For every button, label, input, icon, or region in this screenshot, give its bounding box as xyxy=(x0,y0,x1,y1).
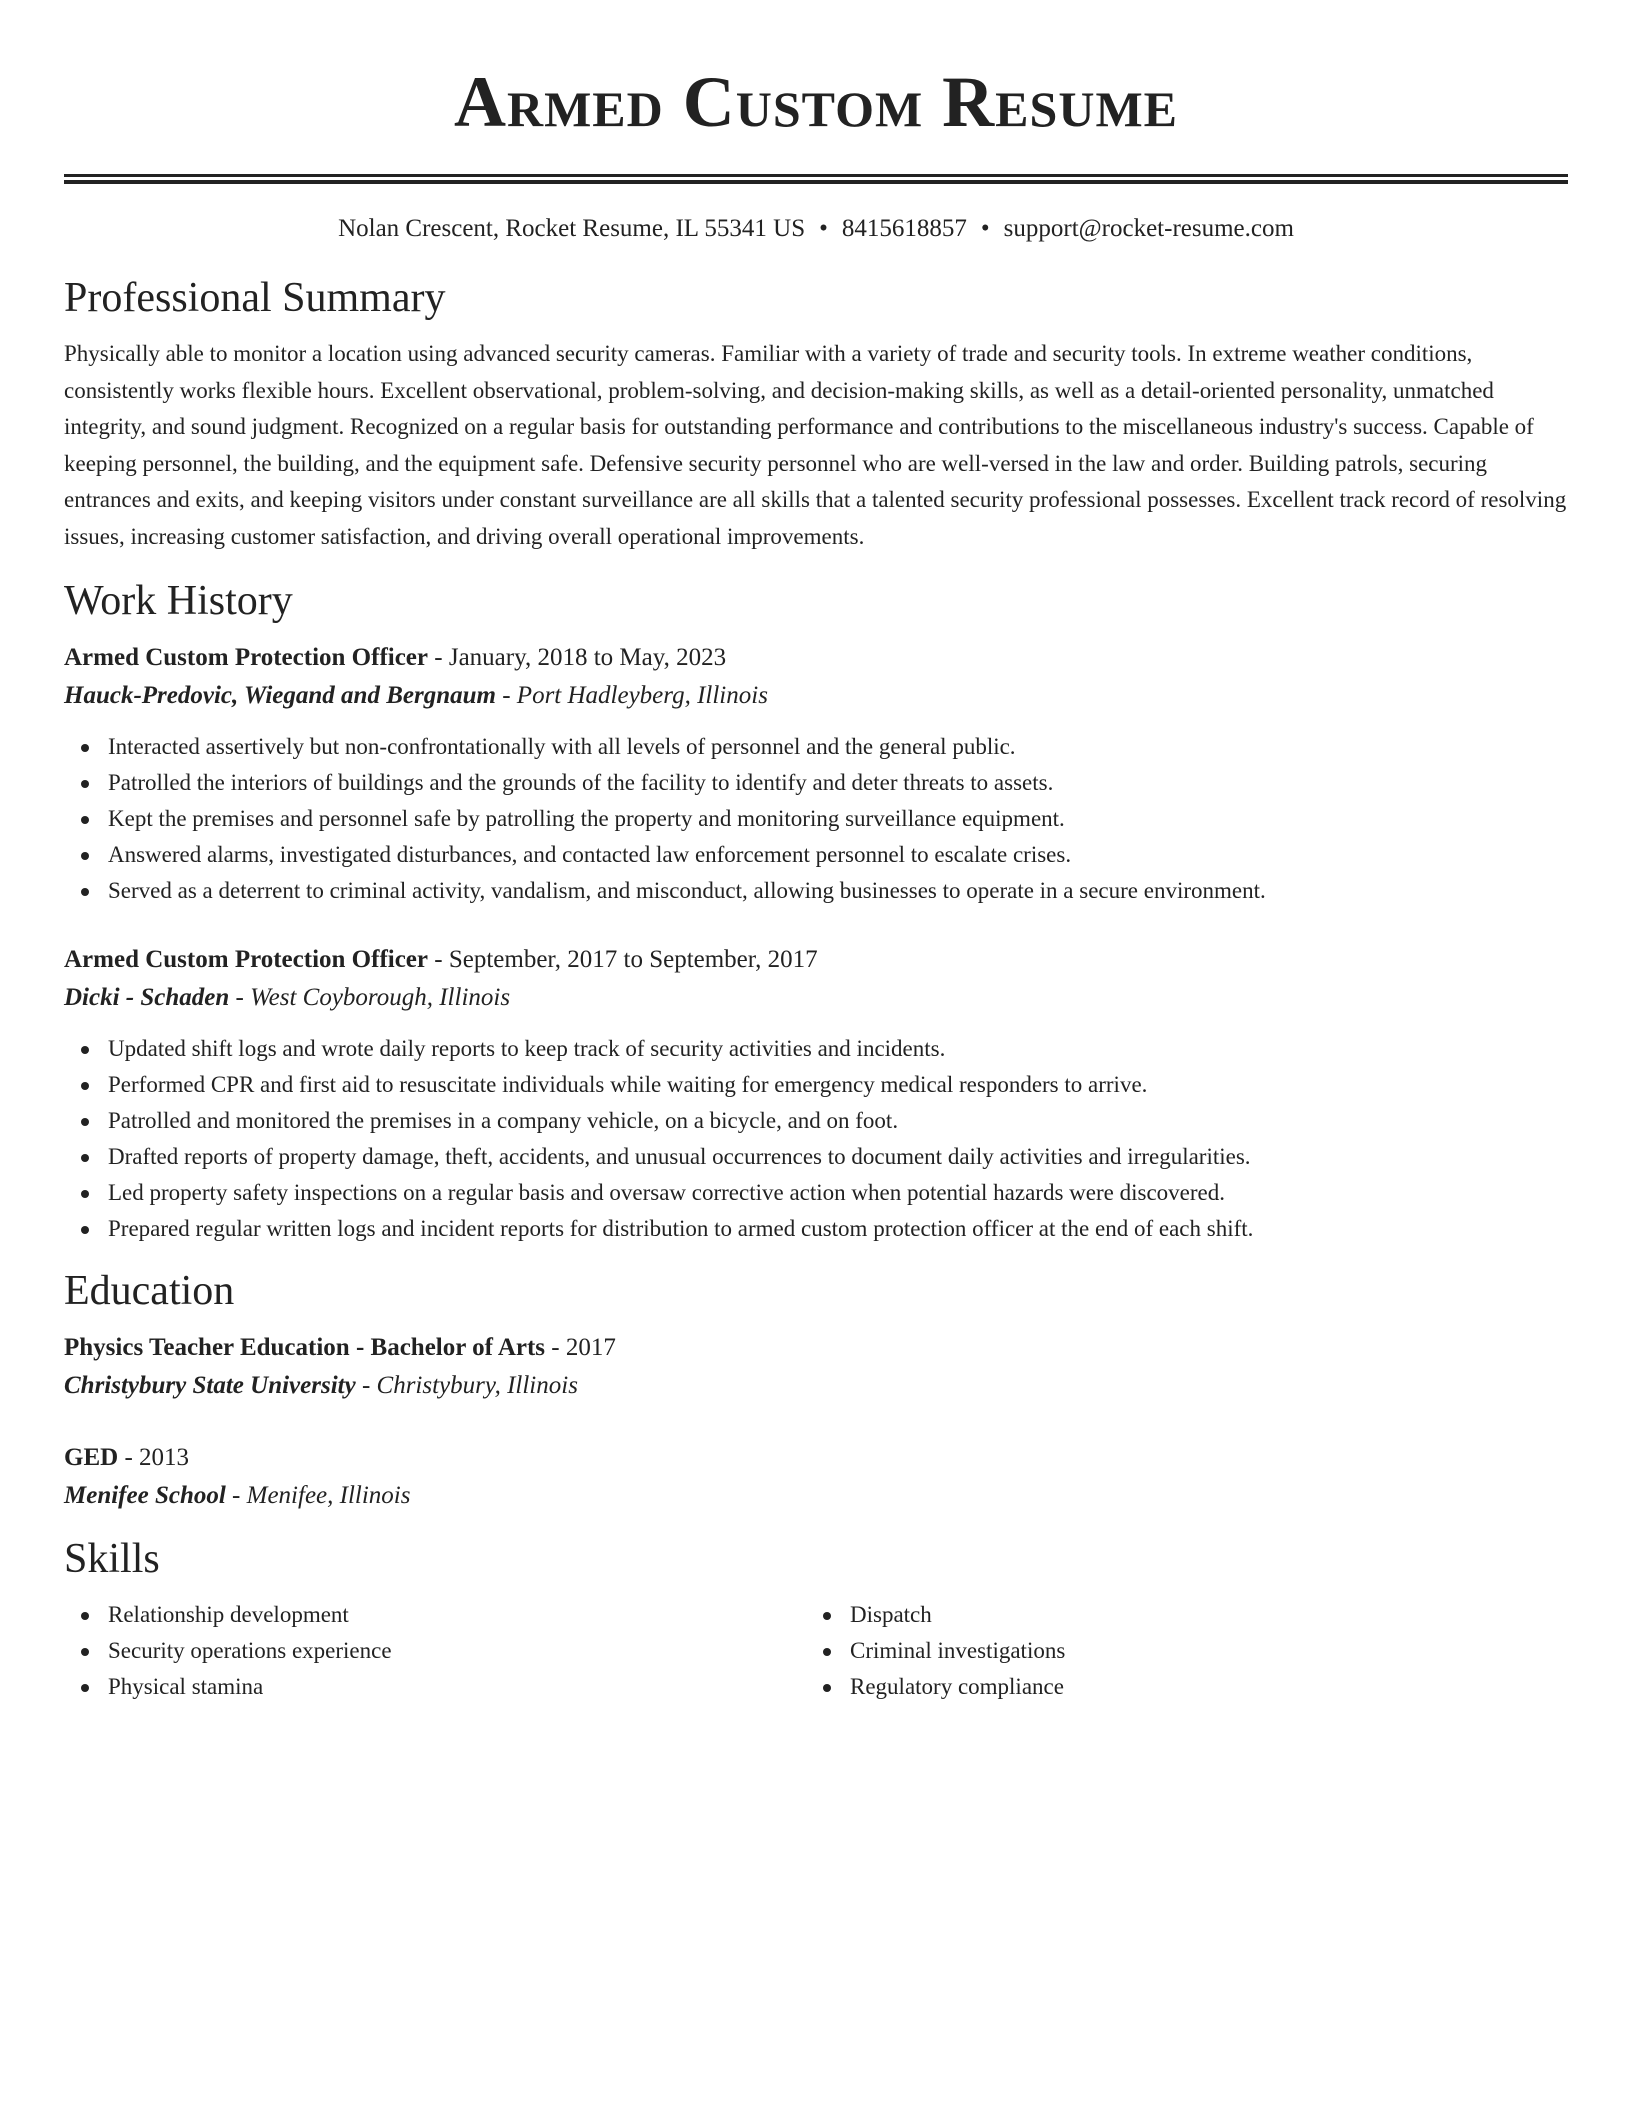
education-school: Menifee School xyxy=(64,1481,226,1509)
list-item: Led property safety inspections on a regular basis and oversaw corrective action when potential hazards were discovered. xyxy=(64,1175,1568,1211)
job-location: West Coyborough, Illinois xyxy=(250,983,511,1011)
section-heading-skills: Skills xyxy=(64,1535,160,1582)
contact-email: support@rocket-resume.com xyxy=(1003,215,1294,242)
education-degree-line: Physics Teacher Education - Bachelor of Arts - 2017 xyxy=(64,1333,616,1361)
job-duties-list xyxy=(64,1031,1568,1247)
education-location: Christybury, Illinois xyxy=(376,1371,578,1399)
education-degree: Physics Teacher Education - Bachelor of Arts xyxy=(64,1333,546,1361)
contact-phone: 8415618857 xyxy=(841,215,967,242)
job-company-line: Dicki - Schaden - West Coyborough, Illinois xyxy=(64,983,511,1011)
job-duties-list xyxy=(64,729,1568,909)
list-item: Performed CPR and first aid to resuscitate individuals while waiting for emergency medical responders to arrive. xyxy=(64,1067,1568,1103)
job-dates: September, 2017 to September, 2017 xyxy=(448,945,818,973)
list-item: Answered alarms, investigated disturbances, and contacted law enforcement personnel to escalate crises. xyxy=(64,837,1568,873)
job-title-line: Armed Custom Protection Officer - September, 2017 to September, 2017 xyxy=(64,945,818,973)
skill-item: Dispatch xyxy=(806,1597,1548,1633)
education-location: Menifee, Illinois xyxy=(246,1481,411,1509)
resume-page xyxy=(64,0,1568,1705)
skill-item: Physical stamina xyxy=(64,1669,806,1705)
job-entry xyxy=(64,639,1568,909)
skill-item: Criminal investigations xyxy=(806,1633,1548,1669)
list-item: Kept the premises and personnel safe by patrolling the property and monitoring surveillance equipment. xyxy=(64,801,1568,837)
education-entry xyxy=(64,1439,1568,1515)
skills-columns xyxy=(64,1597,1568,1705)
resume-title: Armed Custom Resume xyxy=(453,62,1178,142)
summary-text: Physically able to monitor a location using advanced security cameras. Familiar with a variety of trade and security tools. In extreme weather conditions, consistently works flexible hours. Excellent observational, problem-solving, and decision-making skills, as well as a detail-oriented personality, unmatched integrity, and sound judgment. Recognized on a regular basis for outstanding performance and contributions to the miscellaneous industry's success. Capable of keeping personnel, the building, and the equipment safe. Defensive security personnel who are well-versed in the law and order. Building patrols, securing entrances and exits, and keeping visitors under constant surveillance are all skills that a talented security professional possesses. Excellent track record of resolving issues, increasing customer satisfaction, and driving overall operational improvements. xyxy=(64,341,1567,549)
list-item: Patrolled the interiors of buildings and the grounds of the facility to identify and deter threats to assets. xyxy=(64,765,1568,801)
title-divider xyxy=(64,174,1568,184)
skill-item: Regulatory compliance xyxy=(806,1669,1548,1705)
education-entry xyxy=(64,1329,1568,1405)
list-item: Drafted reports of property damage, theft, accidents, and unusual occurrences to document daily activities and irregularities. xyxy=(64,1139,1568,1175)
education-year: 2013 xyxy=(139,1443,190,1471)
education-school-line: Menifee School - Menifee, Illinois xyxy=(64,1481,411,1509)
education-school-line: Christybury State University - Christybury, Illinois xyxy=(64,1371,578,1399)
contact-address: Nolan Crescent, Rocket Resume, IL 55341 US xyxy=(338,215,806,242)
job-company: Hauck-Predovic, Wiegand and Bergnaum xyxy=(64,681,496,709)
job-location: Port Hadleyberg, Illinois xyxy=(516,681,768,709)
section-heading-summary: Professional Summary xyxy=(64,275,446,321)
job-dates: January, 2018 to May, 2023 xyxy=(448,643,727,671)
section-heading-education: Education xyxy=(64,1267,235,1314)
list-item: Updated shift logs and wrote daily reports to keep track of security activities and incidents. xyxy=(64,1031,1568,1067)
job-title-line: Armed Custom Protection Officer - January, 2018 to May, 2023 xyxy=(64,643,727,671)
list-item: Patrolled and monitored the premises in a company vehicle, on a bicycle, and on foot. xyxy=(64,1103,1568,1139)
skill-item: Security operations experience xyxy=(64,1633,806,1669)
education-degree: GED xyxy=(64,1443,119,1471)
education-school: Christybury State University xyxy=(64,1371,356,1399)
list-item: Served as a deterrent to criminal activity, vandalism, and misconduct, allowing businesses to operate in a secure environment. xyxy=(64,873,1568,909)
contact-separator: • xyxy=(980,215,990,242)
list-item: Interacted assertively but non-confrontationally with all levels of personnel and the general public. xyxy=(64,729,1568,765)
job-company-line: Hauck-Predovic, Wiegand and Bergnaum - Port Hadleyberg, Illinois xyxy=(64,681,768,709)
job-entry xyxy=(64,941,1568,1247)
contact-separator: • xyxy=(819,215,828,242)
job-company: Dicki - Schaden xyxy=(64,983,230,1011)
skills-list-right xyxy=(806,1597,1548,1705)
skills-list-left xyxy=(64,1597,806,1705)
education-year: 2017 xyxy=(565,1333,616,1361)
job-title: Armed Custom Protection Officer xyxy=(64,643,429,671)
section-heading-work-history: Work History xyxy=(64,577,293,624)
education-degree-line: GED - 2013 xyxy=(64,1443,190,1471)
job-title: Armed Custom Protection Officer xyxy=(64,945,429,973)
contact-line xyxy=(64,212,1568,246)
list-item: Prepared regular written logs and incident reports for distribution to armed custom protection officer at the end of each shift. xyxy=(64,1211,1568,1247)
skill-item: Relationship development xyxy=(64,1597,806,1633)
